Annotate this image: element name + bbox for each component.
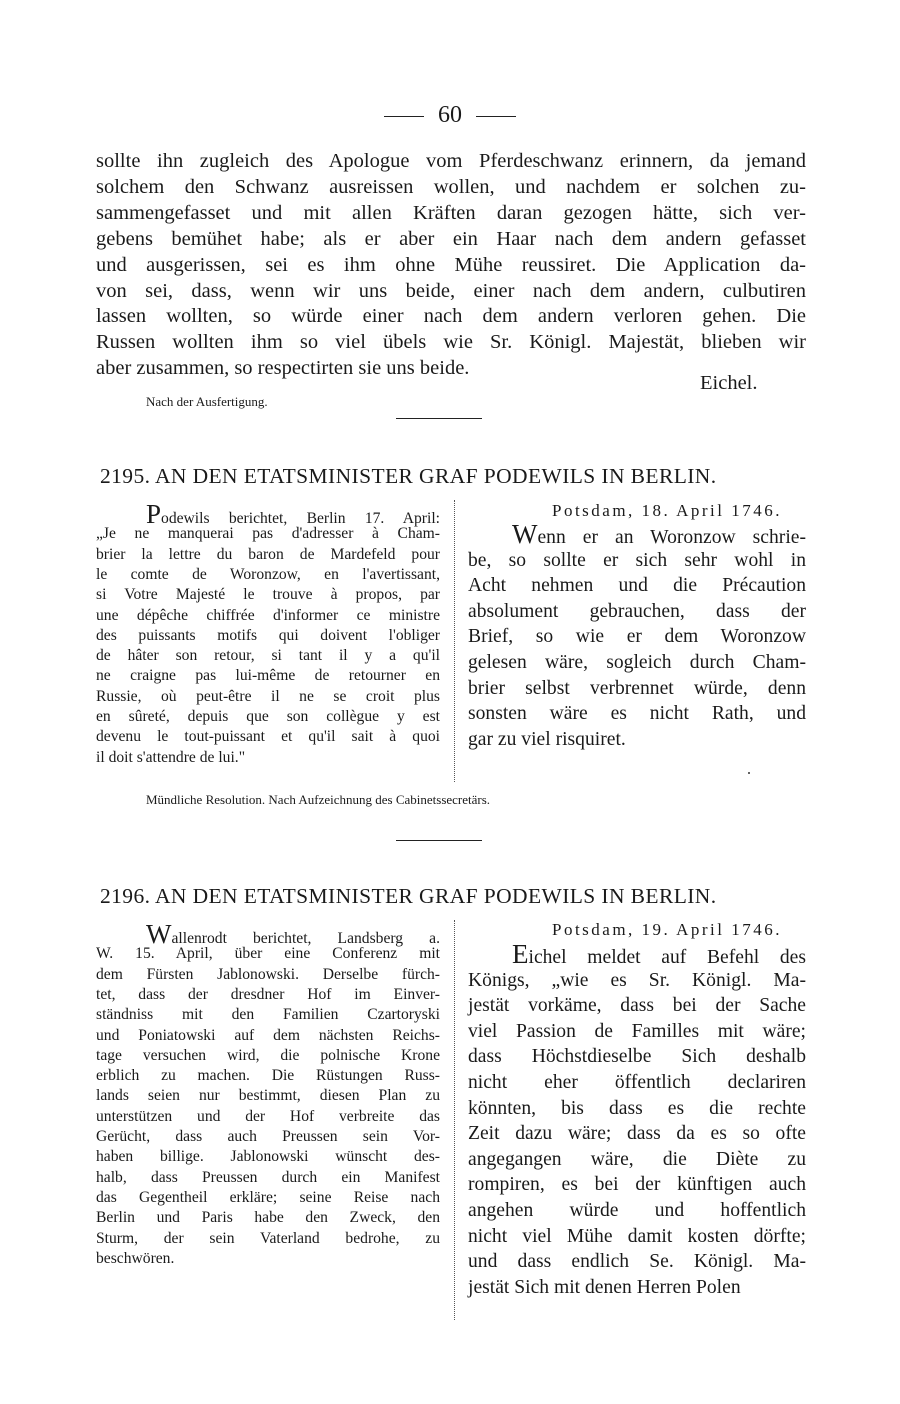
letter-2195-source-note: Mündliche Resolution. Nach Aufzeichnung des Cabinetssecretärs.	[146, 792, 491, 807]
text-line: lands seien nur bestimmt, diesen Plan zu	[96, 1087, 440, 1105]
text-line: halb, dass Preussen durch ein Manifest	[96, 1168, 440, 1186]
text-line: von sei, dass, wenn wir uns beide, einer nach dem andern, culbutiren	[96, 279, 806, 302]
separator-rule	[396, 418, 482, 419]
text-line: nicht eher öffentlich declariren	[468, 1072, 806, 1093]
text-line: lassen wollten, so würde einer nach dem andern verloren gehen. Die	[96, 305, 806, 328]
text-line: und dass endlich Se. Königl. Ma-	[468, 1251, 806, 1273]
text-line: könnten, bis dass es die rechte	[468, 1097, 806, 1119]
text-line	[512, 519, 806, 551]
text-line: il doit s'attendre de lui."	[96, 748, 246, 766]
text-line: dass Höchstdieselbe Sich deshalb	[468, 1046, 806, 1068]
text-line: angehen würde und hoffentlich	[468, 1200, 806, 1221]
text-line: sonsten wäre es nicht Rath, und	[468, 703, 806, 725]
text-line: jestät Sich mit denen Herren Polen	[468, 1276, 741, 1298]
text-line: be, so sollte er sich sehr wohl in	[468, 549, 806, 571]
letter-2196-heading: 2196. AN DEN ETATSMINISTER GRAF PODEWILS IN BERLIN.	[100, 884, 717, 908]
intro-source-note: Nach der Ausfertigung.	[146, 394, 268, 409]
header-dash-right	[476, 116, 516, 117]
text-line: absolument gebrauchen, dass der	[468, 600, 806, 622]
print-speck	[748, 772, 750, 774]
letter-2195-place-date: Potsdam, 18. April 1746.	[552, 501, 783, 520]
letter-2195-heading: 2195. AN DEN ETATSMINISTER GRAF PODEWILS IN BERLIN.	[100, 464, 717, 488]
text-line: gar zu viel risquiret.	[468, 728, 626, 750]
text-line: Sturm, der sein Vaterland bedrohe, zu	[96, 1229, 440, 1247]
initial-letter: W	[146, 919, 172, 949]
separator-rule	[396, 840, 482, 841]
letter-2196-place-date: Potsdam, 19. April 1746.	[552, 920, 783, 939]
initial-letter: P	[146, 499, 162, 529]
text-line: sammengefasset und mit allen Kräften daran gezogen hätte, sich ver-	[96, 201, 806, 224]
text-line: Gerücht, dass auch Preussen sein Vor-	[96, 1128, 440, 1145]
text-line: dem Fürsten Jablonowski. Derselbe fürch-	[96, 965, 440, 983]
text-line: aber zusammen, so respectirten sie uns beide.	[96, 357, 470, 380]
text-line: solchem den Schwanz ausreissen wollen, und nachdem er solchen zu-	[96, 175, 806, 198]
header-dash-left	[384, 116, 424, 117]
page-number: 60	[438, 102, 462, 128]
text-line: das Gegentheil erkläre; seine Reise nach	[96, 1188, 440, 1206]
line-text: ichel meldet auf Befehl des	[528, 947, 806, 968]
text-line: jestät vorkäme, dass bei der Sache	[468, 995, 806, 1017]
text-line: tage versuchen wird, die polnische Krone	[96, 1046, 440, 1064]
text-line: gebens bemühet habe; als er aber ein Haar nach dem andern gefasset	[96, 227, 806, 250]
text-line: Acht nehmen und die Précaution	[468, 575, 806, 597]
text-line: W. 15. April, über eine Conferenz mit	[96, 945, 440, 963]
text-line: Russie, où peut-être il ne se croit plus	[96, 687, 440, 705]
text-line: une dépêche chiffrée d'informer ce ministre	[96, 606, 440, 624]
text-line: beschwören.	[96, 1249, 175, 1267]
text-line: devenu le tout-puissant et qu'il sait à quoi	[96, 728, 440, 746]
text-line: brier la lettre du baron de Mardefeld pour	[96, 545, 440, 563]
text-line: de hâter son retour, si tant il y a qu'il	[96, 647, 440, 665]
text-line: le comte de Woronzow, en l'avertissant,	[96, 565, 440, 583]
text-line: viel Passion de Familles mit wäre;	[468, 1020, 806, 1042]
line-text: enn er an Woronzow schrie-	[537, 527, 806, 548]
initial-letter: W	[512, 519, 538, 549]
text-line: angegangen wäre, die Diète zu	[468, 1148, 806, 1170]
text-line: erblich zu machen. Die Rüstungen Russ-	[96, 1067, 440, 1085]
line-text: odewils berichtet, Berlin 17. April:	[161, 510, 440, 527]
page-header	[0, 100, 900, 130]
text-line: sollte ihn zugleich des Apologue vom Pferdeschwanz erinnern, da jemand	[96, 150, 806, 172]
text-line: brier selbst verbrennet würde, denn	[468, 677, 806, 699]
text-line: haben billige. Jablonowski wünscht des-	[96, 1148, 440, 1166]
text-line: Berlin und Paris habe den Zweck, den	[96, 1209, 440, 1227]
line-text: allenrodt berichtet, Landsberg a.	[171, 930, 440, 947]
text-line: gelesen wäre, sogleich durch Cham-	[468, 652, 806, 673]
signature: Eichel.	[700, 372, 758, 394]
text-line: Brief, so wie er dem Woronzow	[468, 626, 806, 648]
text-line: und ausgerissen, sei es ihm ohne Mühe reussiret. Die Application da-	[96, 253, 806, 276]
text-line: tet, dass der dresdner Hof im Einver-	[96, 985, 440, 1003]
text-line: si Votre Majesté le trouve à propos, par	[96, 586, 440, 604]
text-line: Königs, „wie es Sr. Königl. Ma-	[468, 969, 806, 991]
text-line	[512, 939, 806, 971]
text-line: unterstützen und der Hof verbreite das	[96, 1107, 440, 1125]
text-line: nicht viel Mühe damit kosten dörfte;	[468, 1225, 806, 1247]
text-line: rompiren, es bei der künftigen auch	[468, 1174, 806, 1196]
text-line: ne craigne pas lui-même de retourner en	[96, 667, 440, 685]
text-line: „Je ne manquerai pas d'adresser à Cham-	[96, 525, 440, 543]
initial-letter: E	[512, 939, 529, 969]
text-line: und Poniatowski auf dem nächsten Reichs-	[96, 1026, 440, 1044]
column-divider	[454, 500, 455, 782]
text-line: Zeit dazu wäre; dass da es so ofte	[468, 1123, 806, 1145]
text-line: en sûreté, depuis que son collègue y est	[96, 708, 440, 725]
text-line: Russen wollten ihm so viel übels wie Sr. Königl. Majestät, blieben wir	[96, 331, 806, 354]
column-divider	[454, 920, 455, 1320]
text-line: ständniss mit den Familien Czartoryski	[96, 1006, 440, 1024]
text-line: des puissants motifs qui doivent l'obliger	[96, 626, 440, 644]
